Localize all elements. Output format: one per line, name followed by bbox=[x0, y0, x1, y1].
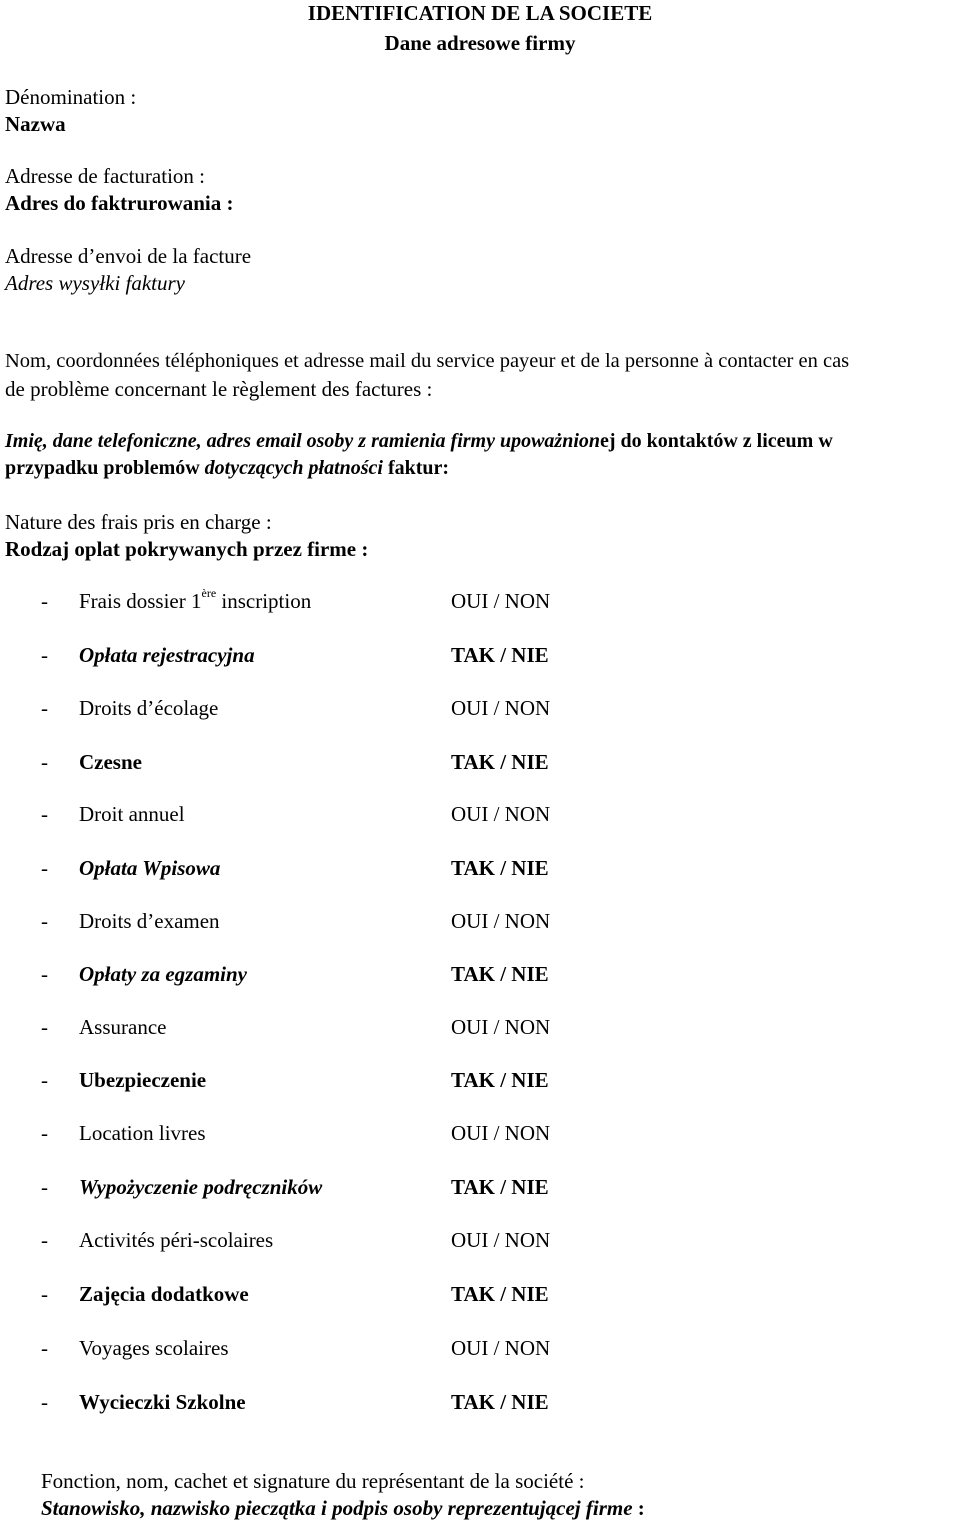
fee-label: Voyages scolaires bbox=[79, 1336, 229, 1360]
yes-no-choice[interactable]: TAK / NIE bbox=[451, 962, 549, 986]
fees-nature-label-pl: Rodzaj oplat pokrywanych przez firme : bbox=[5, 537, 369, 561]
contact-pl-line1-bold: ej do kontaktów z liceum w bbox=[600, 430, 833, 452]
yes-no-choice[interactable]: OUI / NON bbox=[451, 1015, 551, 1039]
fee-item-periscolaires-fr bbox=[0, 1227, 960, 1255]
signature-label-pl: Stanowisko, nazwisko pieczątka i podpis osoby reprezentującej firme : bbox=[41, 1496, 645, 1520]
contact-label-fr-line1: Nom, coordonnées téléphoniques et adresse mail du service payeur et de la personne à contacter en cas bbox=[5, 350, 850, 372]
yes-no-choice[interactable]: OUI / NON bbox=[451, 589, 551, 613]
yes-no-choice[interactable]: TAK / NIE bbox=[451, 1175, 549, 1199]
contact-label-fr-line2: de problème concernant le règlement des factures : bbox=[5, 377, 433, 401]
list-dash: - bbox=[41, 1121, 48, 1145]
fee-item-rejestracyjna-pl bbox=[0, 642, 960, 670]
page-title: IDENTIFICATION DE LA SOCIETE bbox=[307, 1, 653, 25]
list-dash: - bbox=[41, 1015, 48, 1039]
list-dash: - bbox=[41, 1068, 48, 1092]
yes-no-choice[interactable]: OUI / NON bbox=[451, 1121, 551, 1145]
contact-pl-line1-italic: Imię, dane telefoniczne, adres email osoby z ramienia firmy upoważnion bbox=[5, 430, 601, 452]
fee-item-voyages-fr bbox=[0, 1335, 960, 1363]
fee-item-ubezpieczenie-pl bbox=[0, 1067, 960, 1095]
yes-no-choice[interactable]: OUI / NON bbox=[451, 696, 551, 720]
billing-address-label-fr: Adresse de facturation : bbox=[5, 164, 206, 188]
fee-label: Opłata rejestracyjna bbox=[79, 643, 255, 667]
fee-item-ecolage-fr bbox=[0, 695, 960, 723]
fee-item-assurance-fr bbox=[0, 1014, 960, 1042]
send-address-label-fr: Adresse d’envoi de la facture bbox=[5, 244, 252, 268]
fee-label: Wypożyczenie podręczników bbox=[79, 1175, 323, 1199]
fee-label: Activités péri-scolaires bbox=[79, 1228, 274, 1252]
list-dash: - bbox=[41, 696, 48, 720]
fee-item-dodatkowe-pl bbox=[0, 1281, 960, 1309]
list-dash: - bbox=[41, 750, 48, 774]
fee-label: Droit annuel bbox=[79, 802, 185, 826]
yes-no-choice[interactable]: TAK / NIE bbox=[451, 1390, 549, 1414]
yes-no-choice[interactable]: TAK / NIE bbox=[451, 1068, 549, 1092]
fee-item-podrecznikow-pl bbox=[0, 1174, 960, 1202]
list-dash: - bbox=[41, 962, 48, 986]
denomination-label-pl: Nazwa bbox=[5, 112, 66, 136]
yes-no-choice[interactable]: OUI / NON bbox=[451, 1336, 551, 1360]
send-address-label-pl: Adres wysyłki faktury bbox=[5, 271, 186, 295]
list-dash: - bbox=[41, 802, 48, 826]
fee-label: Wycieczki Szkolne bbox=[79, 1390, 246, 1414]
list-dash: - bbox=[41, 589, 48, 613]
fee-label: Frais dossier 1ère inscription bbox=[79, 586, 312, 613]
fee-label: Czesne bbox=[79, 750, 142, 774]
yes-no-choice[interactable]: TAK / NIE bbox=[451, 1282, 549, 1306]
yes-no-choice[interactable]: OUI / NON bbox=[451, 802, 551, 826]
list-dash: - bbox=[41, 909, 48, 933]
yes-no-choice[interactable]: OUI / NON bbox=[451, 909, 551, 933]
contact-pl-line2-bold-b: faktur: bbox=[382, 457, 450, 479]
list-dash: - bbox=[41, 856, 48, 880]
fee-label: Assurance bbox=[79, 1015, 167, 1039]
fee-label: Droits d’examen bbox=[79, 909, 220, 933]
fee-item-annuel-fr bbox=[0, 801, 960, 829]
fee-item-dossier-fr bbox=[0, 588, 960, 616]
fee-label: Opłata Wpisowa bbox=[79, 856, 221, 880]
fee-item-livres-fr bbox=[0, 1120, 960, 1148]
list-dash: - bbox=[41, 1282, 48, 1306]
signature-label-fr: Fonction, nom, cachet et signature du représentant de la société : bbox=[41, 1469, 585, 1493]
list-dash: - bbox=[41, 1175, 48, 1199]
fee-label: Droits d’écolage bbox=[79, 696, 219, 720]
list-dash: - bbox=[41, 1336, 48, 1360]
billing-address-label-pl: Adres do faktrurowania : bbox=[5, 191, 234, 215]
fee-item-wpisowa-pl bbox=[0, 855, 960, 883]
fee-item-wycieczki-pl bbox=[0, 1389, 960, 1417]
contact-label-pl-line1 bbox=[5, 429, 833, 454]
fee-item-examen-fr bbox=[0, 908, 960, 936]
fee-item-egzaminy-pl bbox=[0, 961, 960, 989]
list-dash: - bbox=[41, 1228, 48, 1252]
fee-label: Zajęcia dodatkowe bbox=[79, 1282, 249, 1306]
list-dash: - bbox=[41, 1390, 48, 1414]
fee-label: Location livres bbox=[79, 1121, 206, 1145]
fee-item-czesne-pl bbox=[0, 749, 960, 777]
yes-no-choice[interactable]: TAK / NIE bbox=[451, 856, 549, 880]
denomination-label-fr: Dénomination : bbox=[5, 85, 137, 109]
yes-no-choice[interactable]: TAK / NIE bbox=[451, 750, 549, 774]
contact-pl-line2-italic: dotyczących płatności bbox=[204, 457, 383, 479]
yes-no-choice[interactable]: OUI / NON bbox=[451, 1228, 551, 1252]
contact-label-pl-line2 bbox=[5, 456, 449, 481]
fee-label: Opłaty za egzaminy bbox=[79, 962, 247, 986]
yes-no-choice[interactable]: TAK / NIE bbox=[451, 643, 549, 667]
fee-label: Ubezpieczenie bbox=[79, 1068, 207, 1092]
fees-nature-label-fr: Nature des frais pris en charge : bbox=[5, 510, 272, 534]
list-dash: - bbox=[41, 643, 48, 667]
contact-pl-line2-bold-a: przypadku problemów bbox=[5, 457, 205, 479]
page-subtitle: Dane adresowe firmy bbox=[384, 31, 576, 55]
